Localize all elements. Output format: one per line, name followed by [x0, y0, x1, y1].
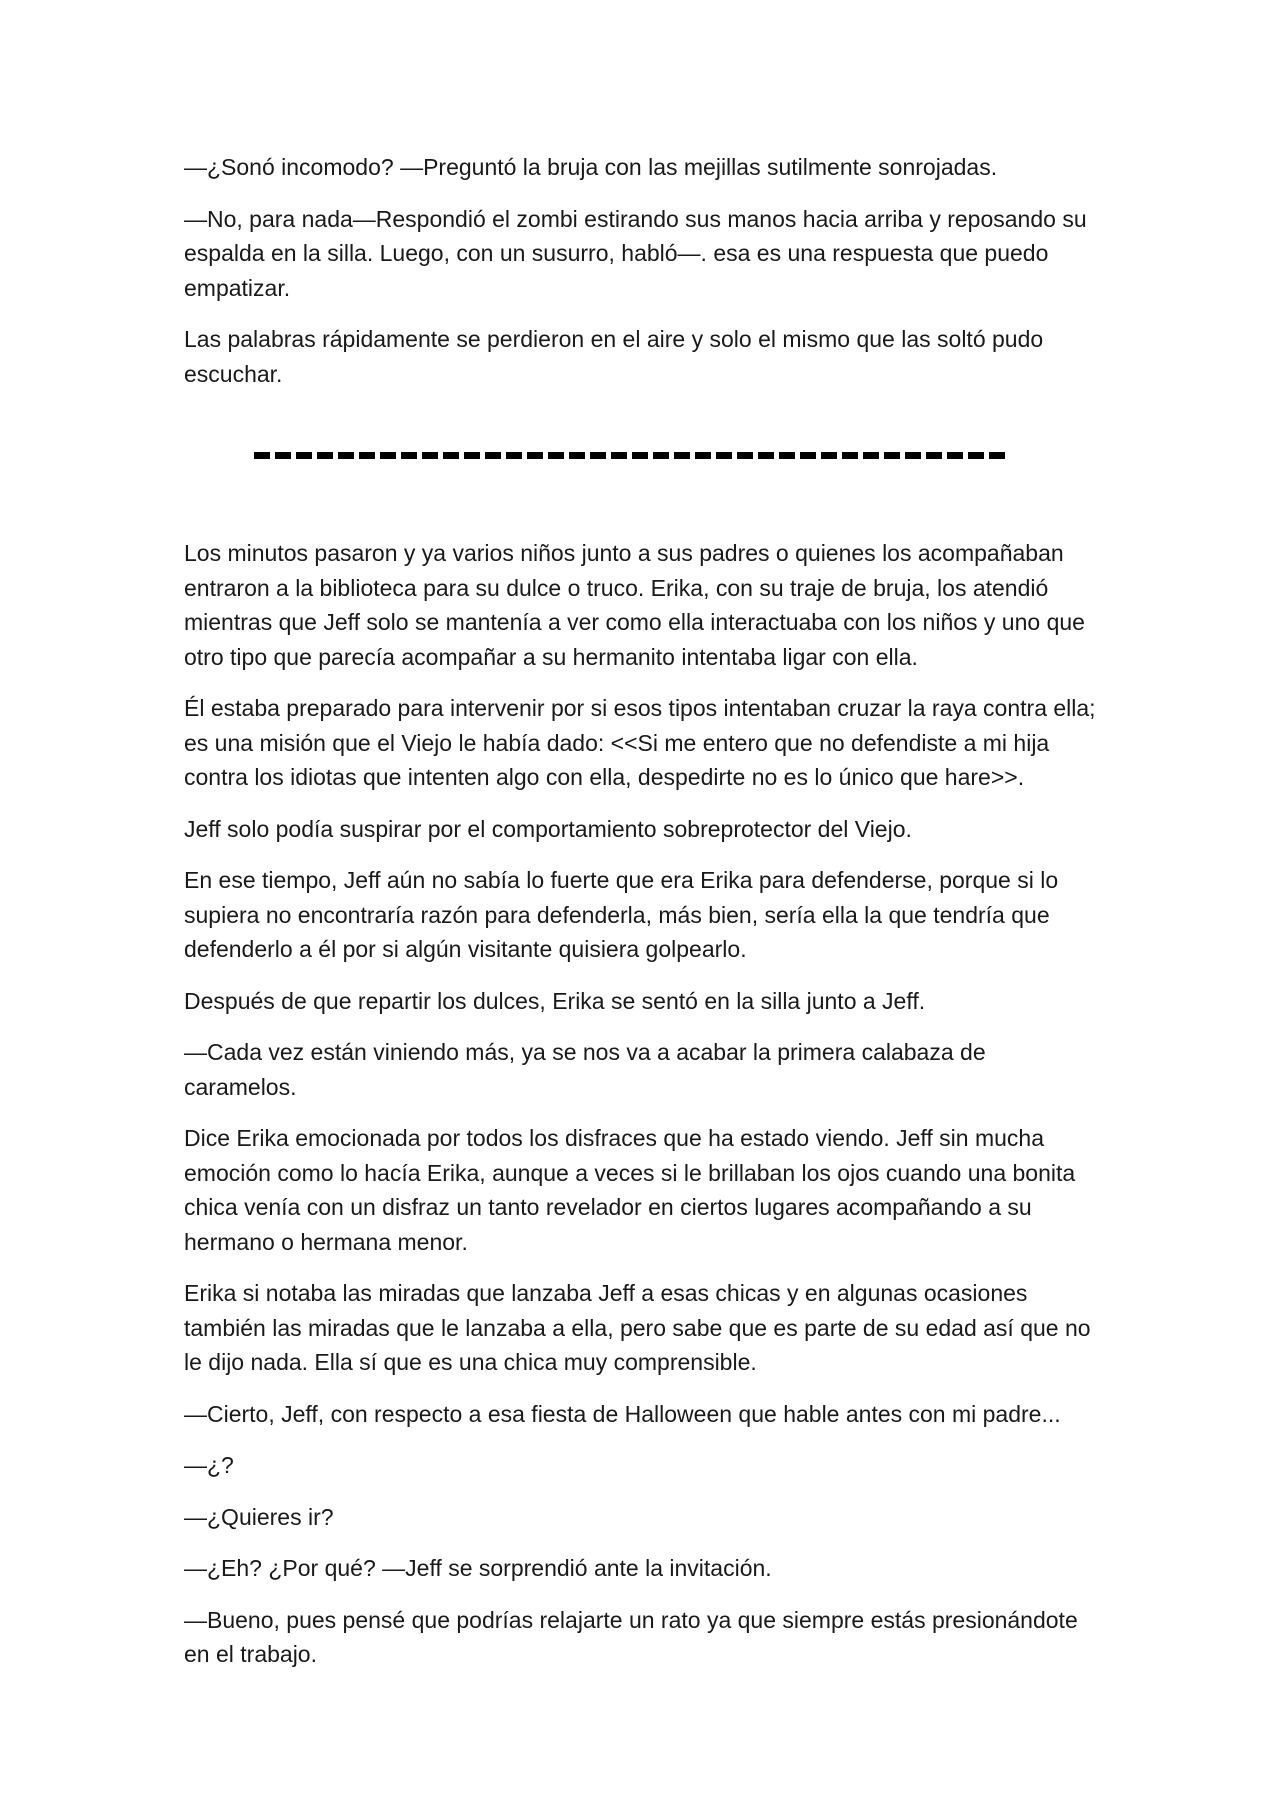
paragraph: Erika si notaba las miradas que lanzaba Jeff a esas chicas y en algunas ocasiones también las miradas que le lanzaba a ella, pero sabe que es parte de su edad así que no le dijo nada. Ella sí que es una chica muy comprensible. — [184, 1280, 1091, 1375]
paragraph: Jeff solo podía suspirar por el comportamiento sobreprotector del Viejo. — [184, 815, 912, 842]
paragraph: Él estaba preparado para intervenir por si esos tipos intentaban cruzar la raya contra ella; es una misión que el Viejo le había dado: <<Si me entero que no defendiste a mi hija contra los idiotas que intenten algo con ella, despedirte no es lo único que hare>>. — [184, 695, 1096, 790]
paragraph: —Cada vez están viniendo más, ya se nos va a acabar la primera calabaza de caramelos. — [184, 1039, 986, 1100]
paragraph: —¿Sonó incomodo? —Preguntó la bruja con las mejillas sutilmente sonrojadas. — [184, 154, 998, 180]
paragraph: En ese tiempo, Jeff aún no sabía lo fuerte que era Erika para defenderse, porque si lo supiera no encontraría razón para defenderla, más bien, sería ella la que tendría que defenderlo a él por si algún visitante quisiera golpearlo. — [184, 867, 1059, 962]
paragraph: —¿Quieres ir? — [184, 1503, 334, 1530]
paragraph: —¿Eh? ¿Por qué? —Jeff se sorprendió ante la invitación. — [184, 1555, 772, 1581]
paragraph: —Bueno, pues pensé que podrías relajarte un rato ya que siempre estás presionándote en el trabajo. — [184, 1606, 1078, 1667]
paragraph: Después de que repartir los dulces, Erika se sentó en la silla junto a Jeff. — [184, 987, 926, 1014]
paragraph: —Cierto, Jeff, con respecto a esa fiesta de Halloween que hable antes con mi padre... — [184, 1400, 1061, 1427]
paragraph: Los minutos pasaron y ya varios niños junto a sus padres o quienes los acompañaban entraron a la biblioteca para su dulce o truco. Erika, con su traje de bruja, los atendió mientras que Jeff solo se mantenía a ver como ella interactuaba con los niños y uno que otro tipo que parecía acompañar a su hermanito intentaba ligar con ella. — [184, 540, 1085, 670]
section-divider — [184, 408, 1104, 536]
dashed-line — [254, 452, 1006, 459]
paragraph: Las palabras rápidamente se perdieron en el aire y solo el mismo que las soltó pudo escuchar. — [184, 326, 1044, 387]
paragraph: —¿? — [184, 1452, 234, 1478]
paragraph: —No, para nada—Respondió el zombi estirando sus manos hacia arriba y reposando su espalda en la silla. Luego, con un susurro, habló—. esa es una respuesta que puedo empatizar. — [184, 205, 1087, 301]
document-page — [184, 150, 1104, 1689]
paragraph: Dice Erika emocionada por todos los disfraces que ha estado viendo. Jeff sin mucha emoción como lo hacía Erika, aunque a veces si le brillaban los ojos cuando una bonita chica venía con un disfraz un tanto revelador en ciertos lugares acompañando a su hermano o hermana menor. — [184, 1125, 1076, 1255]
